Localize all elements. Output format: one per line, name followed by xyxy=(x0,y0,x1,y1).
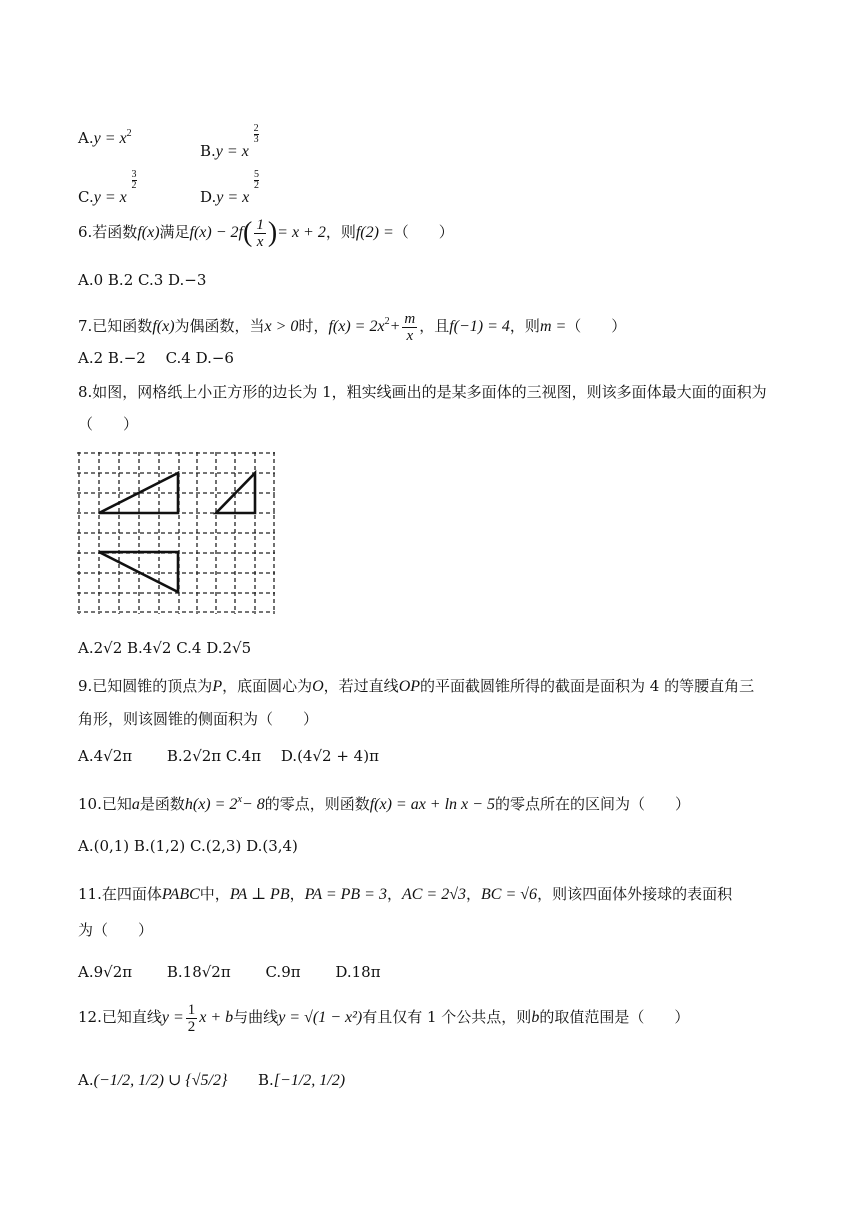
q8-options: A.2√2 B.4√2 C.4 D.2√5 xyxy=(78,639,252,657)
q5-option-a: $A.y = x^2$ xyxy=(78,128,132,147)
three-view-grid-figure xyxy=(77,452,277,614)
q12-option-b: B.[−1/2, 1/2) xyxy=(258,1071,346,1089)
q10-options: A.(0,1) B.(1,2) C.(2,3) D.(3,4) xyxy=(78,837,298,855)
q7-question: 7.已知函数f(x)为偶函数，当x > 0时，$f(x) = 2x^2+$ $\frac{m}{x}$ ，且f(−1) = 4，则m =（ ） xyxy=(78,310,627,344)
q5-option-c: C.y = x $\frac{3}{2}$ xyxy=(78,169,137,206)
q11-options: A.9√2π B.18√2π C.9π D.18π xyxy=(78,963,381,981)
front-view-triangle xyxy=(99,473,178,513)
q7-options: A.2 B.−2 C.4 D.−6 xyxy=(78,349,234,367)
q12-option-a: A.(−1/2, 1/2) ∪ {√5/2} xyxy=(78,1071,228,1089)
q5-option-b: B.y = x $\frac{2}{3}$ xyxy=(200,123,259,160)
q11-question-line1: 11.在四面体PABC中，PA ⊥ PB，PA = PB = 3，AC = 2√3，BC = √6，则该四面体外接球的表面积 xyxy=(78,885,733,903)
q11-question-line2: 为（ ） xyxy=(78,921,154,939)
q6-question: 6.若函数f(x)满足f(x) − 2f( $\frac{1}{x}$ )= x + 2，则f(2) =（ ） xyxy=(78,216,454,250)
q8-question-line2: （ ） xyxy=(78,415,139,433)
q9-question-line2: 角形，则该圆锥的侧面积为（ ） xyxy=(78,710,319,728)
q9-options: A.4√2π B.2√2π C.4π D.(4√2 + 4)π xyxy=(78,747,379,765)
q8-question-line1: 8.如图，网格纸上小正方形的边长为 1，粗实线画出的是某多面体的三视图，则该多面体最大面的面积为 xyxy=(78,383,767,401)
q6-options: A.0 B.2 C.3 D.−3 xyxy=(78,271,207,289)
side-view-triangle xyxy=(216,473,255,513)
q10-question: 10.已知a是函数$h(x) = 2^x- 8$的零点，则函数f(x) = ax + ln x − 5的零点所在的区间为（ ） xyxy=(78,794,690,813)
q5-option-d: D.y = x $\frac{5}{2}$ xyxy=(200,169,260,206)
q12-question: 12.已知直线y = $\frac{1}{2}$ x + b与曲线y = √(1 − x²)有且仅有 1 个公共点，则b的取值范围是（ ） xyxy=(78,1001,690,1035)
q9-question-line1: 9.已知圆锥的顶点为P，底面圆心为O，若过直线OP的平面截圆锥所得的截面是面积为 4 的等腰直角三 xyxy=(78,677,755,695)
